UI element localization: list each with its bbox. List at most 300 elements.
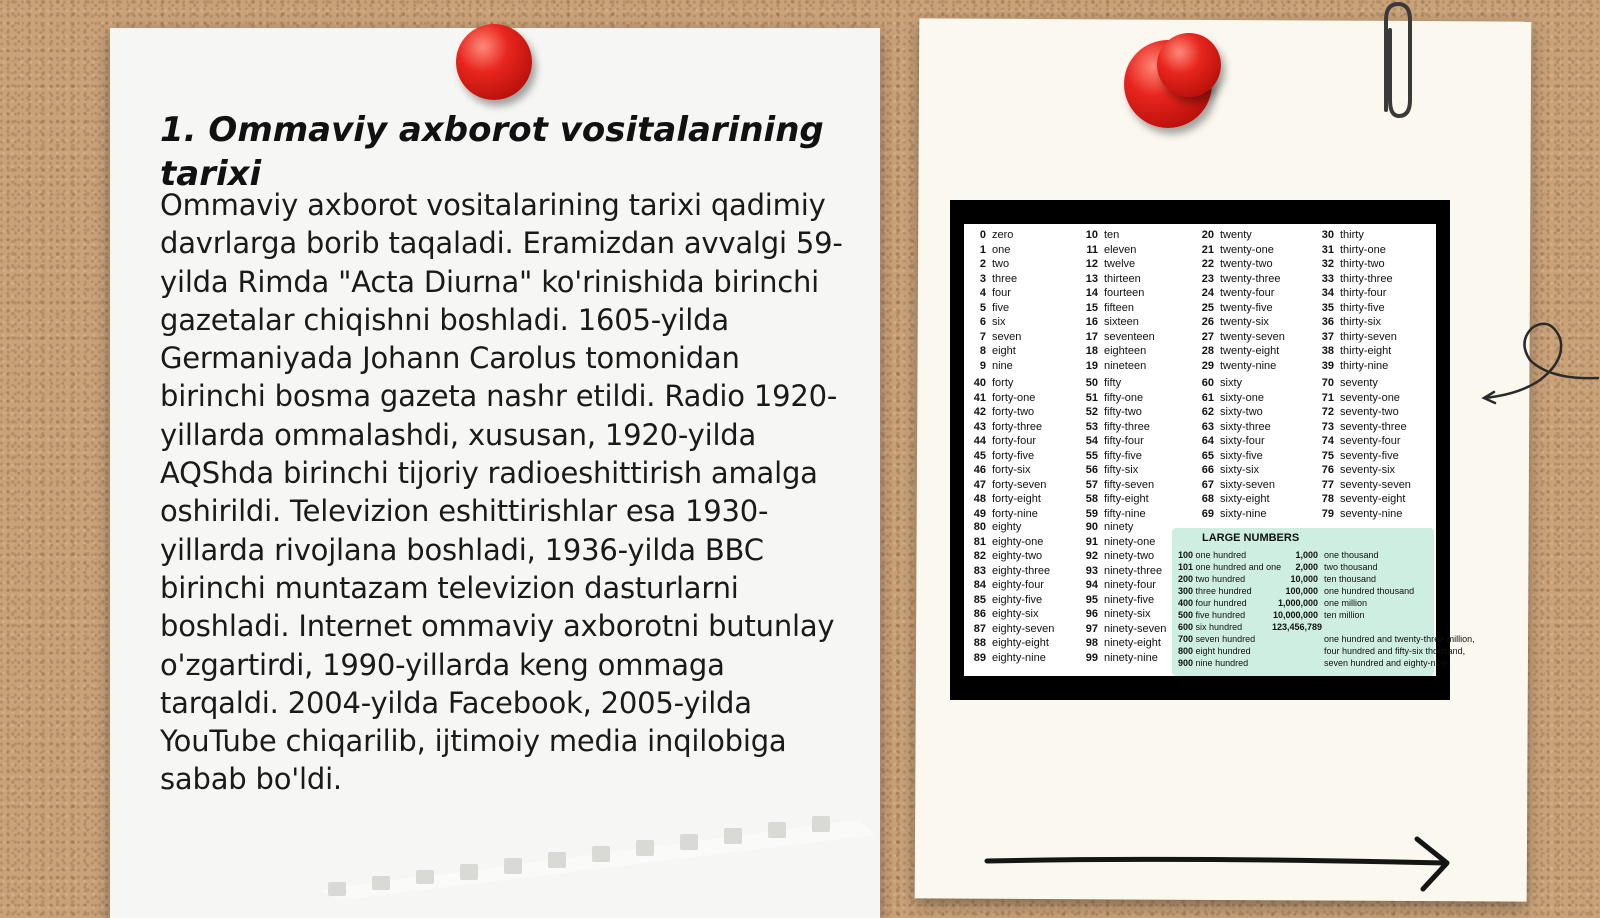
number-row — [964, 272, 1021, 287]
large-numbers-box — [1172, 528, 1475, 676]
number-word: seventy-five — [1340, 449, 1399, 462]
large-number-value: 1,000 — [1295, 550, 1318, 560]
number-row — [1312, 286, 1397, 301]
large-number-word: ten thousand — [1324, 574, 1377, 584]
number-digit: 34 — [1321, 287, 1334, 299]
number-digit: 71 — [1321, 391, 1334, 404]
number-row — [964, 478, 1046, 493]
number-word: twenty-seven — [1220, 330, 1285, 343]
number-digit: 23 — [1201, 272, 1214, 285]
number-word: seventy-six — [1340, 464, 1396, 476]
number-word: fifty-two — [1104, 406, 1142, 418]
paper-tear-edge — [320, 800, 880, 900]
number-row — [1076, 520, 1166, 535]
number-row — [964, 578, 1054, 593]
number-word: forty-six — [992, 464, 1031, 476]
large-number-small: 101 one hundred and one — [1178, 562, 1282, 572]
large-number-row — [1178, 598, 1367, 608]
number-row — [1076, 315, 1155, 330]
number-word: seventy-nine — [1340, 507, 1403, 520]
paperclip-icon — [1372, 0, 1422, 125]
number-digit: 62 — [1201, 406, 1214, 418]
number-digit: 8 — [979, 345, 986, 357]
number-row — [964, 391, 1046, 406]
number-digit: 31 — [1321, 243, 1334, 256]
large-number-row — [1178, 634, 1475, 644]
number-word: ninety-six — [1104, 608, 1151, 620]
number-word: twenty-one — [1220, 243, 1274, 256]
number-word: thirty-five — [1340, 301, 1385, 314]
number-row — [1192, 257, 1285, 272]
number-digit: 61 — [1201, 391, 1214, 404]
number-column — [964, 376, 1046, 521]
number-digit: 42 — [973, 406, 986, 418]
number-word: twenty-two — [1220, 258, 1273, 270]
number-word: fifty-six — [1104, 464, 1139, 476]
number-word: three — [992, 272, 1018, 285]
large-number-value: 10,000,000 — [1272, 610, 1318, 620]
number-digit: 19 — [1085, 359, 1098, 372]
number-word: seven — [992, 330, 1022, 343]
number-column — [964, 228, 1021, 373]
number-word: sixty-one — [1220, 391, 1265, 404]
number-row — [964, 636, 1054, 651]
number-digit: 69 — [1201, 507, 1214, 520]
number-word: forty-one — [992, 391, 1036, 404]
number-row — [964, 564, 1054, 579]
number-row — [1312, 391, 1411, 406]
large-number-value: 2,000 — [1295, 562, 1318, 572]
number-row — [964, 434, 1046, 449]
large-number-word: one thousand — [1324, 550, 1379, 560]
number-word: four — [992, 287, 1011, 299]
number-row — [964, 257, 1021, 272]
number-digit: 92 — [1085, 550, 1098, 562]
number-word: twenty-four — [1220, 287, 1275, 299]
number-row — [1076, 228, 1155, 243]
number-row — [1192, 391, 1275, 406]
number-word: thirty-four — [1340, 287, 1387, 299]
number-row — [1076, 344, 1155, 359]
number-row — [1312, 405, 1411, 420]
number-row — [1312, 478, 1411, 493]
number-word: ninety-seven — [1104, 622, 1167, 635]
large-number-small: 800 eight hundred — [1178, 646, 1251, 656]
number-word: eighty-seven — [992, 622, 1055, 635]
number-digit: 98 — [1085, 637, 1098, 649]
number-row — [1076, 420, 1154, 435]
number-digit: 95 — [1085, 593, 1098, 606]
number-digit: 81 — [973, 535, 986, 548]
number-digit: 53 — [1085, 420, 1098, 433]
number-digit: 90 — [1085, 521, 1098, 533]
number-digit: 78 — [1321, 493, 1334, 505]
number-digit: 48 — [973, 493, 986, 505]
number-digit: 10 — [1085, 229, 1098, 241]
number-row — [964, 420, 1046, 435]
large-number-small: 500 five hundred — [1178, 610, 1246, 620]
number-row — [1312, 376, 1411, 391]
number-word: eighty-three — [992, 564, 1051, 577]
number-row — [964, 492, 1046, 507]
curly-arrow-icon — [1480, 310, 1600, 410]
number-row — [1312, 257, 1397, 272]
number-row — [1312, 344, 1397, 359]
number-row — [1076, 376, 1154, 391]
number-row — [1076, 564, 1166, 579]
number-word: seventy-two — [1340, 406, 1399, 418]
number-word: fifty-four — [1104, 435, 1144, 447]
number-digit: 45 — [973, 449, 986, 462]
large-number-value: 1,000,000 — [1277, 598, 1318, 608]
number-row — [1192, 492, 1275, 507]
number-digit: 24 — [1201, 287, 1214, 299]
number-digit: 89 — [973, 651, 986, 664]
number-word: fifty-three — [1104, 420, 1150, 433]
number-digit: 28 — [1201, 345, 1214, 357]
number-word: twenty-nine — [1220, 359, 1277, 372]
number-row — [964, 301, 1021, 316]
number-word: eighty-nine — [992, 651, 1046, 664]
number-digit: 91 — [1085, 535, 1098, 548]
number-row — [964, 286, 1021, 301]
number-row — [1312, 449, 1411, 464]
number-word: twenty-eight — [1220, 345, 1280, 357]
number-word: thirty-seven — [1340, 330, 1397, 343]
number-digit: 3 — [979, 272, 986, 285]
number-row — [964, 228, 1021, 243]
number-word: thirty-one — [1340, 243, 1386, 256]
number-word: twenty — [1220, 229, 1252, 241]
number-digit: 66 — [1201, 464, 1214, 476]
large-number-word: one million — [1324, 598, 1368, 608]
number-digit: 84 — [973, 579, 986, 591]
number-word: ninety-four — [1104, 579, 1156, 591]
number-word: sixty-seven — [1220, 478, 1276, 491]
number-row — [964, 507, 1046, 522]
number-word: fifty-nine — [1104, 507, 1146, 520]
number-digit: 9 — [979, 359, 986, 372]
number-row — [964, 376, 1046, 391]
number-word: eight — [992, 345, 1016, 357]
number-row — [1076, 636, 1166, 651]
number-word: eighty-eight — [992, 637, 1049, 649]
number-digit: 80 — [973, 521, 986, 533]
number-digit: 76 — [1321, 464, 1334, 476]
number-word: six — [992, 316, 1006, 328]
large-number-row — [1178, 574, 1376, 584]
number-word: fifty-seven — [1104, 478, 1155, 491]
large-number-word: one hundred thousand — [1324, 586, 1415, 596]
number-word: seventy-four — [1340, 435, 1401, 447]
number-word: sixty-four — [1220, 435, 1265, 447]
number-row — [1192, 420, 1275, 435]
number-digit: 94 — [1085, 579, 1098, 591]
number-digit: 96 — [1085, 608, 1098, 620]
number-word: thirty-two — [1340, 258, 1385, 270]
number-word: ninety-three — [1104, 564, 1163, 577]
number-row — [1192, 272, 1285, 287]
number-row — [1076, 622, 1166, 637]
number-word: forty — [992, 377, 1014, 389]
large-number-small: 900 nine hundred — [1178, 658, 1249, 668]
number-digit: 0 — [979, 229, 986, 241]
number-row — [1192, 228, 1285, 243]
number-word: ninety-five — [1104, 593, 1155, 606]
large-number-small: 600 six hundred — [1178, 622, 1243, 632]
number-word: eighty-five — [992, 593, 1043, 606]
number-word: sixty-five — [1220, 449, 1263, 462]
number-word: seventy-one — [1340, 391, 1400, 404]
number-digit: 35 — [1321, 301, 1334, 314]
number-row — [1076, 272, 1155, 287]
number-row — [1312, 301, 1397, 316]
number-row — [1076, 593, 1166, 608]
number-row — [964, 359, 1021, 374]
number-word: seventy-eight — [1340, 493, 1406, 505]
number-digit: 16 — [1085, 316, 1098, 328]
number-digit: 85 — [973, 593, 986, 606]
number-row — [1312, 359, 1397, 374]
number-word: ninety — [1104, 521, 1134, 533]
number-word: seventeen — [1104, 330, 1155, 343]
number-row — [964, 330, 1021, 345]
number-digit: 77 — [1321, 478, 1334, 491]
number-row — [1076, 243, 1155, 258]
number-row — [1192, 315, 1285, 330]
number-word: forty-four — [992, 435, 1037, 447]
number-word: forty-eight — [992, 493, 1041, 505]
number-row — [1192, 434, 1275, 449]
number-row — [1192, 301, 1285, 316]
number-word: sixteen — [1104, 316, 1139, 328]
number-word: fifty-five — [1104, 449, 1142, 462]
number-digit: 65 — [1201, 449, 1214, 462]
large-number-small: 300 three hundred — [1178, 586, 1252, 596]
number-word: twenty-five — [1220, 301, 1273, 314]
large-number-row — [1178, 610, 1365, 620]
number-digit: 59 — [1085, 507, 1098, 520]
number-digit: 37 — [1321, 330, 1334, 343]
number-row — [1192, 286, 1285, 301]
large-number-value: 100,000 — [1285, 586, 1318, 596]
number-digit: 15 — [1085, 301, 1098, 314]
number-digit: 41 — [973, 391, 986, 404]
number-digit: 70 — [1321, 377, 1334, 389]
number-digit: 21 — [1201, 243, 1214, 256]
number-digit: 30 — [1321, 229, 1334, 241]
number-digit: 6 — [979, 316, 986, 328]
number-digit: 79 — [1321, 507, 1334, 520]
number-word: eighty — [992, 521, 1022, 533]
large-number-small: 200 two hundred — [1178, 574, 1246, 584]
number-column — [1192, 376, 1275, 521]
number-row — [1076, 391, 1154, 406]
number-word: ninety-eight — [1104, 637, 1161, 649]
number-word: sixty-three — [1220, 420, 1271, 433]
number-digit: 88 — [973, 637, 986, 649]
page-title: 1. Ommaviy axborot vositalarining tarixi — [160, 110, 824, 194]
number-word: fifteen — [1104, 301, 1134, 314]
number-word: forty-three — [992, 420, 1043, 433]
number-digit: 55 — [1085, 449, 1098, 462]
number-row — [964, 549, 1054, 564]
number-row — [1192, 344, 1285, 359]
number-row — [1076, 507, 1154, 522]
number-column — [1312, 376, 1411, 521]
number-word: nine — [992, 359, 1013, 372]
number-word: fourteen — [1104, 287, 1145, 299]
number-digit: 97 — [1085, 622, 1098, 635]
number-row — [964, 535, 1054, 550]
number-row — [964, 243, 1021, 258]
number-digit: 36 — [1321, 316, 1334, 328]
number-word: seventy-seven — [1340, 478, 1411, 491]
number-digit: 57 — [1085, 478, 1098, 491]
large-numbers-title: LARGE NUMBERS — [1202, 532, 1300, 544]
number-word: ten — [1104, 229, 1120, 241]
number-column — [1076, 520, 1166, 665]
number-digit: 18 — [1085, 345, 1098, 357]
pushpin-icon — [456, 24, 532, 100]
number-row — [1312, 420, 1411, 435]
large-number-word: two thousand — [1324, 562, 1378, 572]
number-row — [964, 593, 1054, 608]
number-word: eighty-four — [992, 579, 1044, 591]
number-digit: 1 — [979, 243, 986, 256]
number-row — [1192, 359, 1285, 374]
number-row — [1076, 607, 1166, 622]
number-word: nineteen — [1104, 359, 1147, 372]
number-digit: 60 — [1201, 377, 1214, 389]
number-word: fifty-eight — [1104, 493, 1149, 505]
large-number-value: 123,456,789 — [1272, 622, 1323, 632]
number-word: twenty-three — [1220, 272, 1281, 285]
number-row — [1192, 405, 1275, 420]
number-digit: 50 — [1085, 377, 1098, 389]
number-row — [1312, 272, 1397, 287]
number-row — [1076, 478, 1154, 493]
number-row — [964, 520, 1054, 535]
number-row — [1076, 330, 1155, 345]
number-word: twelve — [1104, 258, 1136, 270]
number-word: ninety-two — [1104, 550, 1155, 562]
number-digit: 4 — [979, 287, 986, 299]
number-word: forty-nine — [992, 507, 1038, 520]
number-row — [1312, 330, 1397, 345]
number-digit: 22 — [1201, 258, 1214, 270]
number-digit: 64 — [1201, 435, 1214, 447]
number-digit: 7 — [979, 330, 986, 343]
number-word: eighty-one — [992, 535, 1044, 548]
number-row — [1192, 463, 1275, 478]
number-row — [1192, 330, 1285, 345]
number-digit: 20 — [1201, 229, 1214, 241]
number-digit: 99 — [1085, 651, 1098, 664]
number-digit: 93 — [1085, 564, 1098, 577]
number-digit: 44 — [973, 435, 986, 447]
number-digit: 86 — [973, 608, 986, 620]
number-word: eleven — [1104, 243, 1137, 256]
large-number-value: 10,000 — [1290, 574, 1318, 584]
number-digit: 52 — [1085, 406, 1098, 418]
number-row — [1076, 449, 1154, 464]
number-digit: 32 — [1321, 258, 1334, 270]
number-row — [964, 449, 1046, 464]
number-row — [964, 344, 1021, 359]
number-digit: 26 — [1201, 316, 1214, 328]
number-word: two — [992, 258, 1010, 270]
number-row — [1192, 449, 1275, 464]
number-digit: 83 — [973, 564, 986, 577]
number-row — [964, 463, 1046, 478]
number-word: sixty-two — [1220, 406, 1263, 418]
large-number-small: 700 seven hundred — [1178, 634, 1256, 644]
large-number-row — [1178, 562, 1378, 572]
number-digit: 11 — [1086, 243, 1098, 256]
number-digit: 87 — [973, 622, 986, 635]
number-word: eighteen — [1104, 345, 1147, 357]
number-word: seventy — [1340, 377, 1378, 389]
number-digit: 54 — [1085, 435, 1098, 447]
number-word: thirteen — [1104, 272, 1141, 285]
number-digit: 58 — [1085, 493, 1098, 505]
number-row — [1312, 228, 1397, 243]
number-word: forty-seven — [992, 478, 1047, 491]
large-number-word: ten million — [1324, 610, 1365, 620]
large-number-word: one hundred and twenty-three million, — [1324, 634, 1475, 644]
number-word: fifty-one — [1104, 391, 1144, 404]
large-number-small: 400 four hundred — [1178, 598, 1247, 608]
number-digit: 29 — [1201, 359, 1214, 372]
number-word: thirty-nine — [1340, 359, 1389, 372]
number-column — [1076, 376, 1154, 521]
number-column — [1312, 228, 1397, 373]
number-word: eighty-two — [992, 550, 1043, 562]
number-word: fifty — [1104, 377, 1122, 389]
large-number-word: seven hundred and eighty-nine. — [1324, 658, 1451, 668]
number-word: thirty — [1340, 229, 1364, 241]
number-digit: 33 — [1321, 272, 1334, 285]
number-word: thirty-eight — [1340, 345, 1392, 357]
large-number-small: 100 one hundred — [1178, 550, 1247, 560]
large-number-row — [1178, 586, 1414, 596]
large-number-word: four hundred and fifty-six thousand, — [1324, 646, 1466, 656]
number-digit: 74 — [1321, 435, 1334, 447]
number-row — [1076, 286, 1155, 301]
number-digit: 25 — [1201, 301, 1214, 314]
number-word: sixty-six — [1220, 464, 1260, 476]
number-word: one — [992, 243, 1011, 256]
large-number-row — [1178, 550, 1379, 560]
number-word: forty-two — [992, 406, 1035, 418]
number-digit: 67 — [1201, 478, 1214, 491]
number-row — [1076, 405, 1154, 420]
number-column — [1192, 228, 1285, 373]
number-column — [1076, 228, 1155, 373]
number-row — [964, 651, 1054, 666]
large-number-row — [1178, 622, 1324, 632]
number-word: ninety-nine — [1104, 651, 1158, 664]
number-row — [1192, 376, 1275, 391]
number-word: sixty-nine — [1220, 507, 1267, 520]
number-digit: 72 — [1321, 406, 1334, 418]
number-row — [1192, 478, 1275, 493]
number-row — [1076, 301, 1155, 316]
number-digit: 75 — [1321, 449, 1334, 462]
number-row — [964, 622, 1054, 637]
number-word: twenty-six — [1220, 316, 1269, 328]
